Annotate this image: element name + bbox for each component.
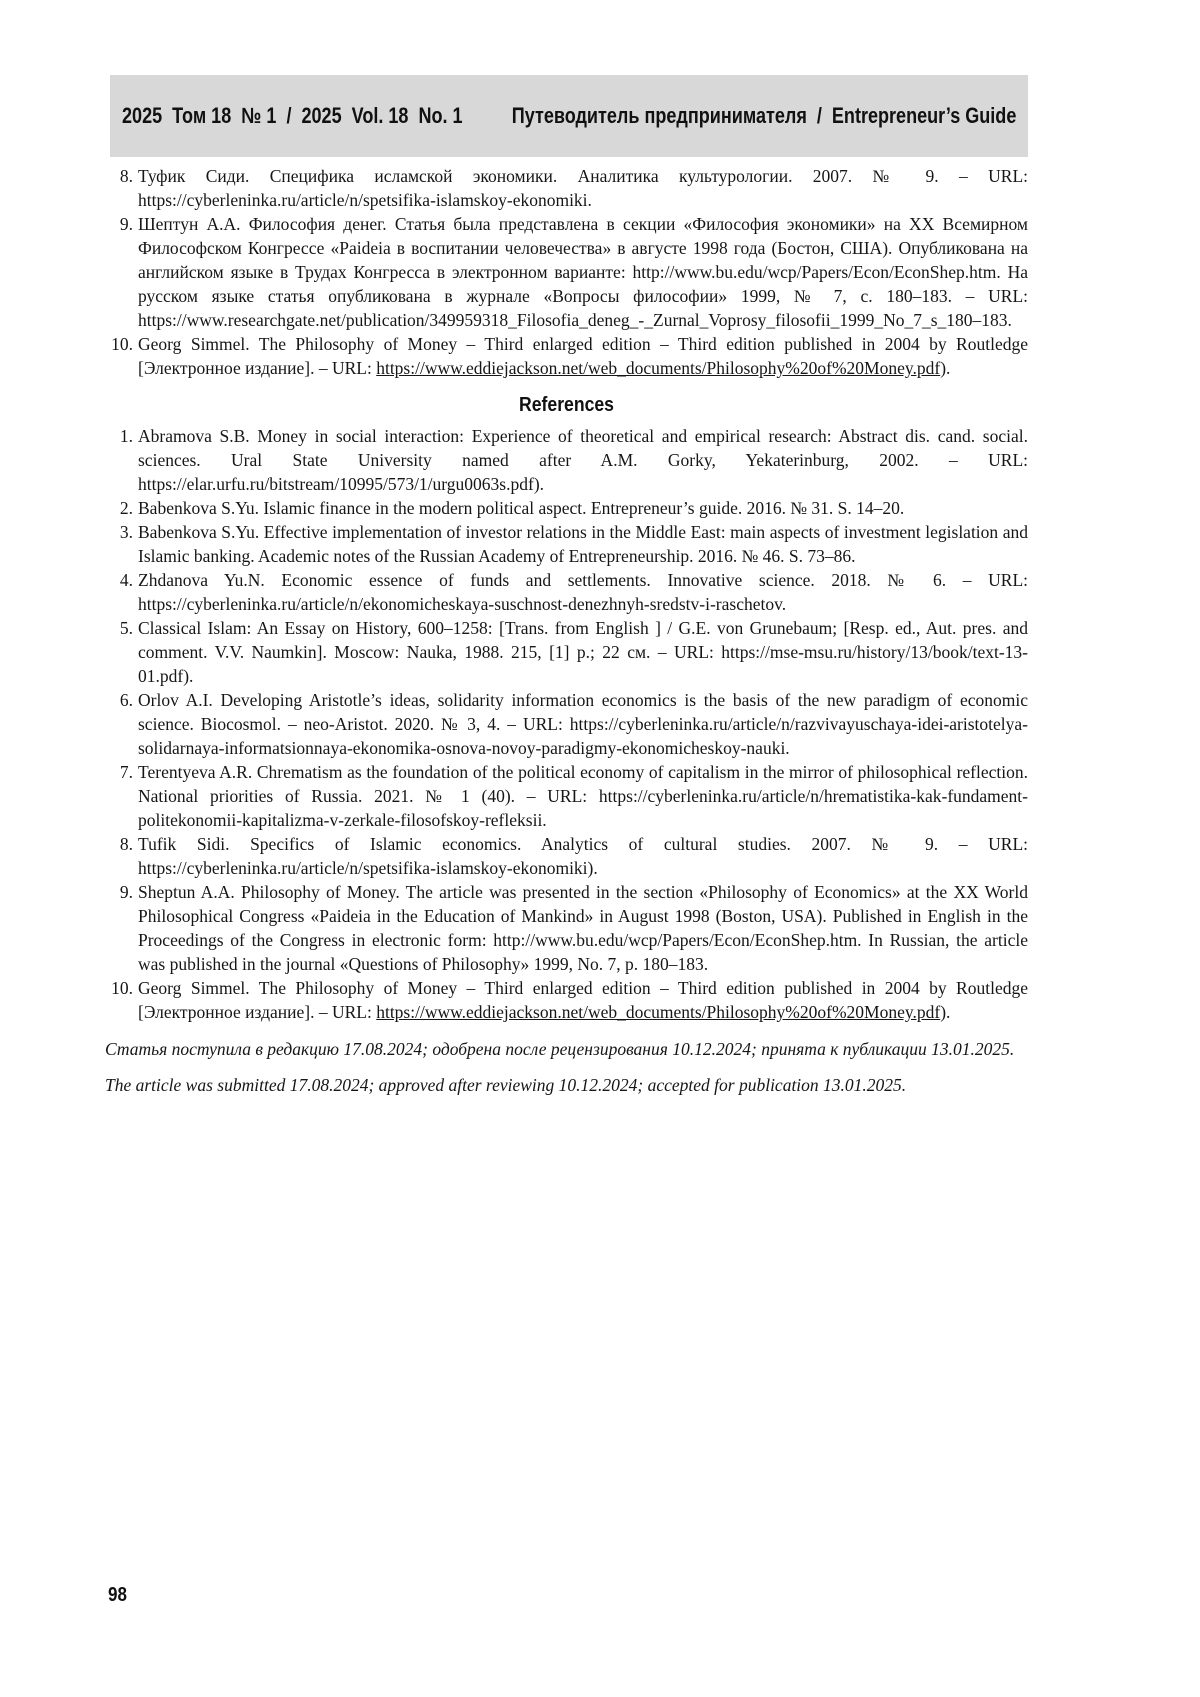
reference-number: 10. — [111, 978, 133, 998]
reference-text — [138, 214, 1028, 330]
reference-url-underlined: https://www.eddiejackson.net/web_documents/Philosophy%20of%20Money.pdf — [376, 1002, 941, 1022]
reference-text — [138, 618, 1028, 686]
submission-note-english: The article was submitted 17.08.2024; approved after reviewing 10.12.2024; accepted for publication 13.01.2025. — [105, 1075, 907, 1095]
reference-text-segment: Tufik Sidi. Specifics of Islamic economics. Analytics of cultural studies. 2007. № 9. – URL: https://cyberleninka.ru/article/n/spetsifika-islamskoy-ekonomiki). — [138, 834, 1028, 878]
reference-text — [138, 522, 1028, 566]
reference-item — [105, 568, 1028, 616]
references-list-english — [105, 424, 1028, 1024]
reference-text — [138, 334, 1028, 378]
reference-number: 9. — [119, 882, 133, 902]
reference-text-segment: Babenkova S.Yu. Effective implementation of investor relations in the Middle East: main aspects of investment legislation and Islamic banking. Academic notes of the Russian Academy of Entrepreneurship. 2016. № 46. S. 73–86. — [138, 522, 1028, 566]
reference-number: 7. — [119, 762, 133, 782]
reference-item — [105, 760, 1028, 832]
reference-number: 5. — [119, 618, 133, 638]
reference-number: 8. — [119, 166, 133, 186]
reference-item — [105, 496, 1028, 520]
reference-text-segment: ). — [940, 358, 951, 378]
reference-text — [138, 762, 1028, 830]
reference-text — [138, 834, 1028, 878]
reference-item — [105, 332, 1028, 380]
journal-title: Путеводитель предпринимателя / Entrepreneur’s Guide — [511, 103, 1016, 128]
reference-number: 2. — [119, 498, 133, 518]
reference-text-segment: Georg Simmel. The Philosophy of Money – Third enlarged edition – Third edition published in 2004 by Routledge [Электронное издание]. – URL: — [138, 334, 1028, 378]
reference-text-segment: Terentyeva A.R. Chrematism as the foundation of the political economy of capitalism in the mirror of philosophical reflection. National priorities of Russia. 2021. № 1 (40). – URL: https://cyberleninka.ru/article/n/hrematistika-kak-fundament-politekonomii-kapitalizma-v-zerkale-filosofskoy-refleksii. — [138, 762, 1028, 830]
page-number: 98 — [108, 1584, 127, 1606]
reference-item — [105, 832, 1028, 880]
reference-text — [138, 166, 1028, 210]
reference-number: 8. — [119, 834, 133, 854]
reference-item — [105, 164, 1028, 212]
reference-text-segment: Zhdanova Yu.N. Economic essence of funds and settlements. Innovative science. 2018. № 6. – URL: https://cyberleninka.ru/article/n/ekonomicheskaya-suschnost-denezhnyh-sredstv-i-raschetov. — [138, 570, 1028, 614]
reference-text — [138, 498, 904, 518]
journal-header-bar — [110, 75, 1028, 157]
reference-number: 4. — [119, 570, 133, 590]
reference-url-underlined: https://www.eddiejackson.net/web_documents/Philosophy%20of%20Money.pdf — [376, 358, 941, 378]
page-content — [105, 164, 1028, 1097]
reference-number: 1. — [119, 426, 133, 446]
reference-item — [105, 212, 1028, 332]
submission-note-russian: Статья поступила в редакцию 17.08.2024; одобрена после рецензирования 10.12.2024; принята к публикации 13.01.2025. — [105, 1039, 1015, 1059]
reference-text-segment: Babenkova S.Yu. Islamic finance in the modern political aspect. Entrepreneur’s guide. 2016. № 31. S. 14–20. — [138, 498, 905, 518]
reference-text-segment: Sheptun A.A. Philosophy of Money. The article was presented in the section «Philosophy of Economics» at the XX World Philosophical Congress «Paideia in the Education of Mankind» in August 1998 (Boston, USA). Published in English in the Proceedings of the Congress in electronic form: http://www.bu.edu/wcp/Papers/Econ/EconShep.htm. In Russian, the article was published in the journal «Questions of Philosophy» 1999, No. 7, p. 180–183. — [138, 882, 1028, 974]
reference-text-segment: Georg Simmel. The Philosophy of Money – Third enlarged edition – Third edition published in 2004 by Routledge [Электронное издание]. – URL: — [138, 978, 1028, 1022]
reference-item — [105, 520, 1028, 568]
reference-text — [138, 978, 1028, 1022]
reference-number: 3. — [119, 522, 133, 542]
reference-item — [105, 880, 1028, 976]
reference-item — [105, 688, 1028, 760]
references-heading: References — [519, 394, 614, 416]
reference-number: 10. — [111, 334, 133, 354]
issue-info: 2025 Том 18 № 1 / 2025 Vol. 18 No. 1 — [122, 103, 463, 128]
reference-text-segment: ). — [940, 1002, 951, 1022]
reference-item — [105, 616, 1028, 688]
reference-text — [138, 570, 1028, 614]
reference-item — [105, 976, 1028, 1024]
reference-number: 9. — [119, 214, 133, 234]
reference-text-segment: Шептун А.А. Философия денег. Статья была представлена в секции «Философия экономики» на XX Всемирном Философском Конгрессе «Paideia в воспитании человечества» в августе 1998 года (Бостон, США). Опубликована на английском языке в Трудах Конгресса в электронном варианте: http://www.bu.edu/wcp/Papers/Econ/EconShep.htm. На русском языке статья опубликована в журнале «Вопросы философии» 1999, № 7, с. 180–183. – URL: https://www.researchgate.net/publication/349959318_Filosofia_deneg_-_Zurnal_Voprosy_filosofii_1999_No_7_s_180–183. — [138, 214, 1028, 330]
reference-text-segment: Туфик Сиди. Специфика исламской экономики. Аналитика культурологии. 2007. № 9. – URL: https://cyberleninka.ru/article/n/spetsifika-islamskoy-ekonomiki. — [138, 166, 1028, 210]
reference-text-segment: Classical Islam: An Essay on History, 600–1258: [Trans. from English ] / G.E. von Grunebaum; [Resp. ed., Aut. pres. and comment. V.V. Naumkin]. Moscow: Nauka, 1988. 215, [1] p.; 22 см. – URL: https://mse-msu.ru/history/13/book/text-13-01.pdf). — [138, 618, 1028, 686]
reference-text — [138, 882, 1028, 974]
reference-item — [105, 424, 1028, 496]
reference-text — [138, 690, 1028, 758]
reference-text-segment: Abramova S.B. Money in social interaction: Experience of theoretical and empirical research: Abstract dis. cand. social. sciences. Ural State University named after A.M. Gorky, Yekaterinburg, 2002. – URL: https://elar.urfu.ru/bitstream/10995/573/1/urgu0063s.pdf). — [138, 426, 1028, 494]
reference-number: 6. — [119, 690, 133, 710]
references-list-russian-continued — [105, 164, 1028, 380]
reference-text-segment: Orlov A.I. Developing Aristotle’s ideas, solidarity information economics is the basis of the new paradigm of economic science. Biocosmol. – neo-Aristot. 2020. № 3, 4. – URL: https://cyberleninka.ru/article/n/razvivayuschaya-idei-aristotelya-solidarnaya-informatsionnaya-ekonomika-osnova-novoy-paradigmy-ekonomicheskoy-nauki. — [138, 690, 1028, 758]
reference-text — [138, 426, 1028, 494]
